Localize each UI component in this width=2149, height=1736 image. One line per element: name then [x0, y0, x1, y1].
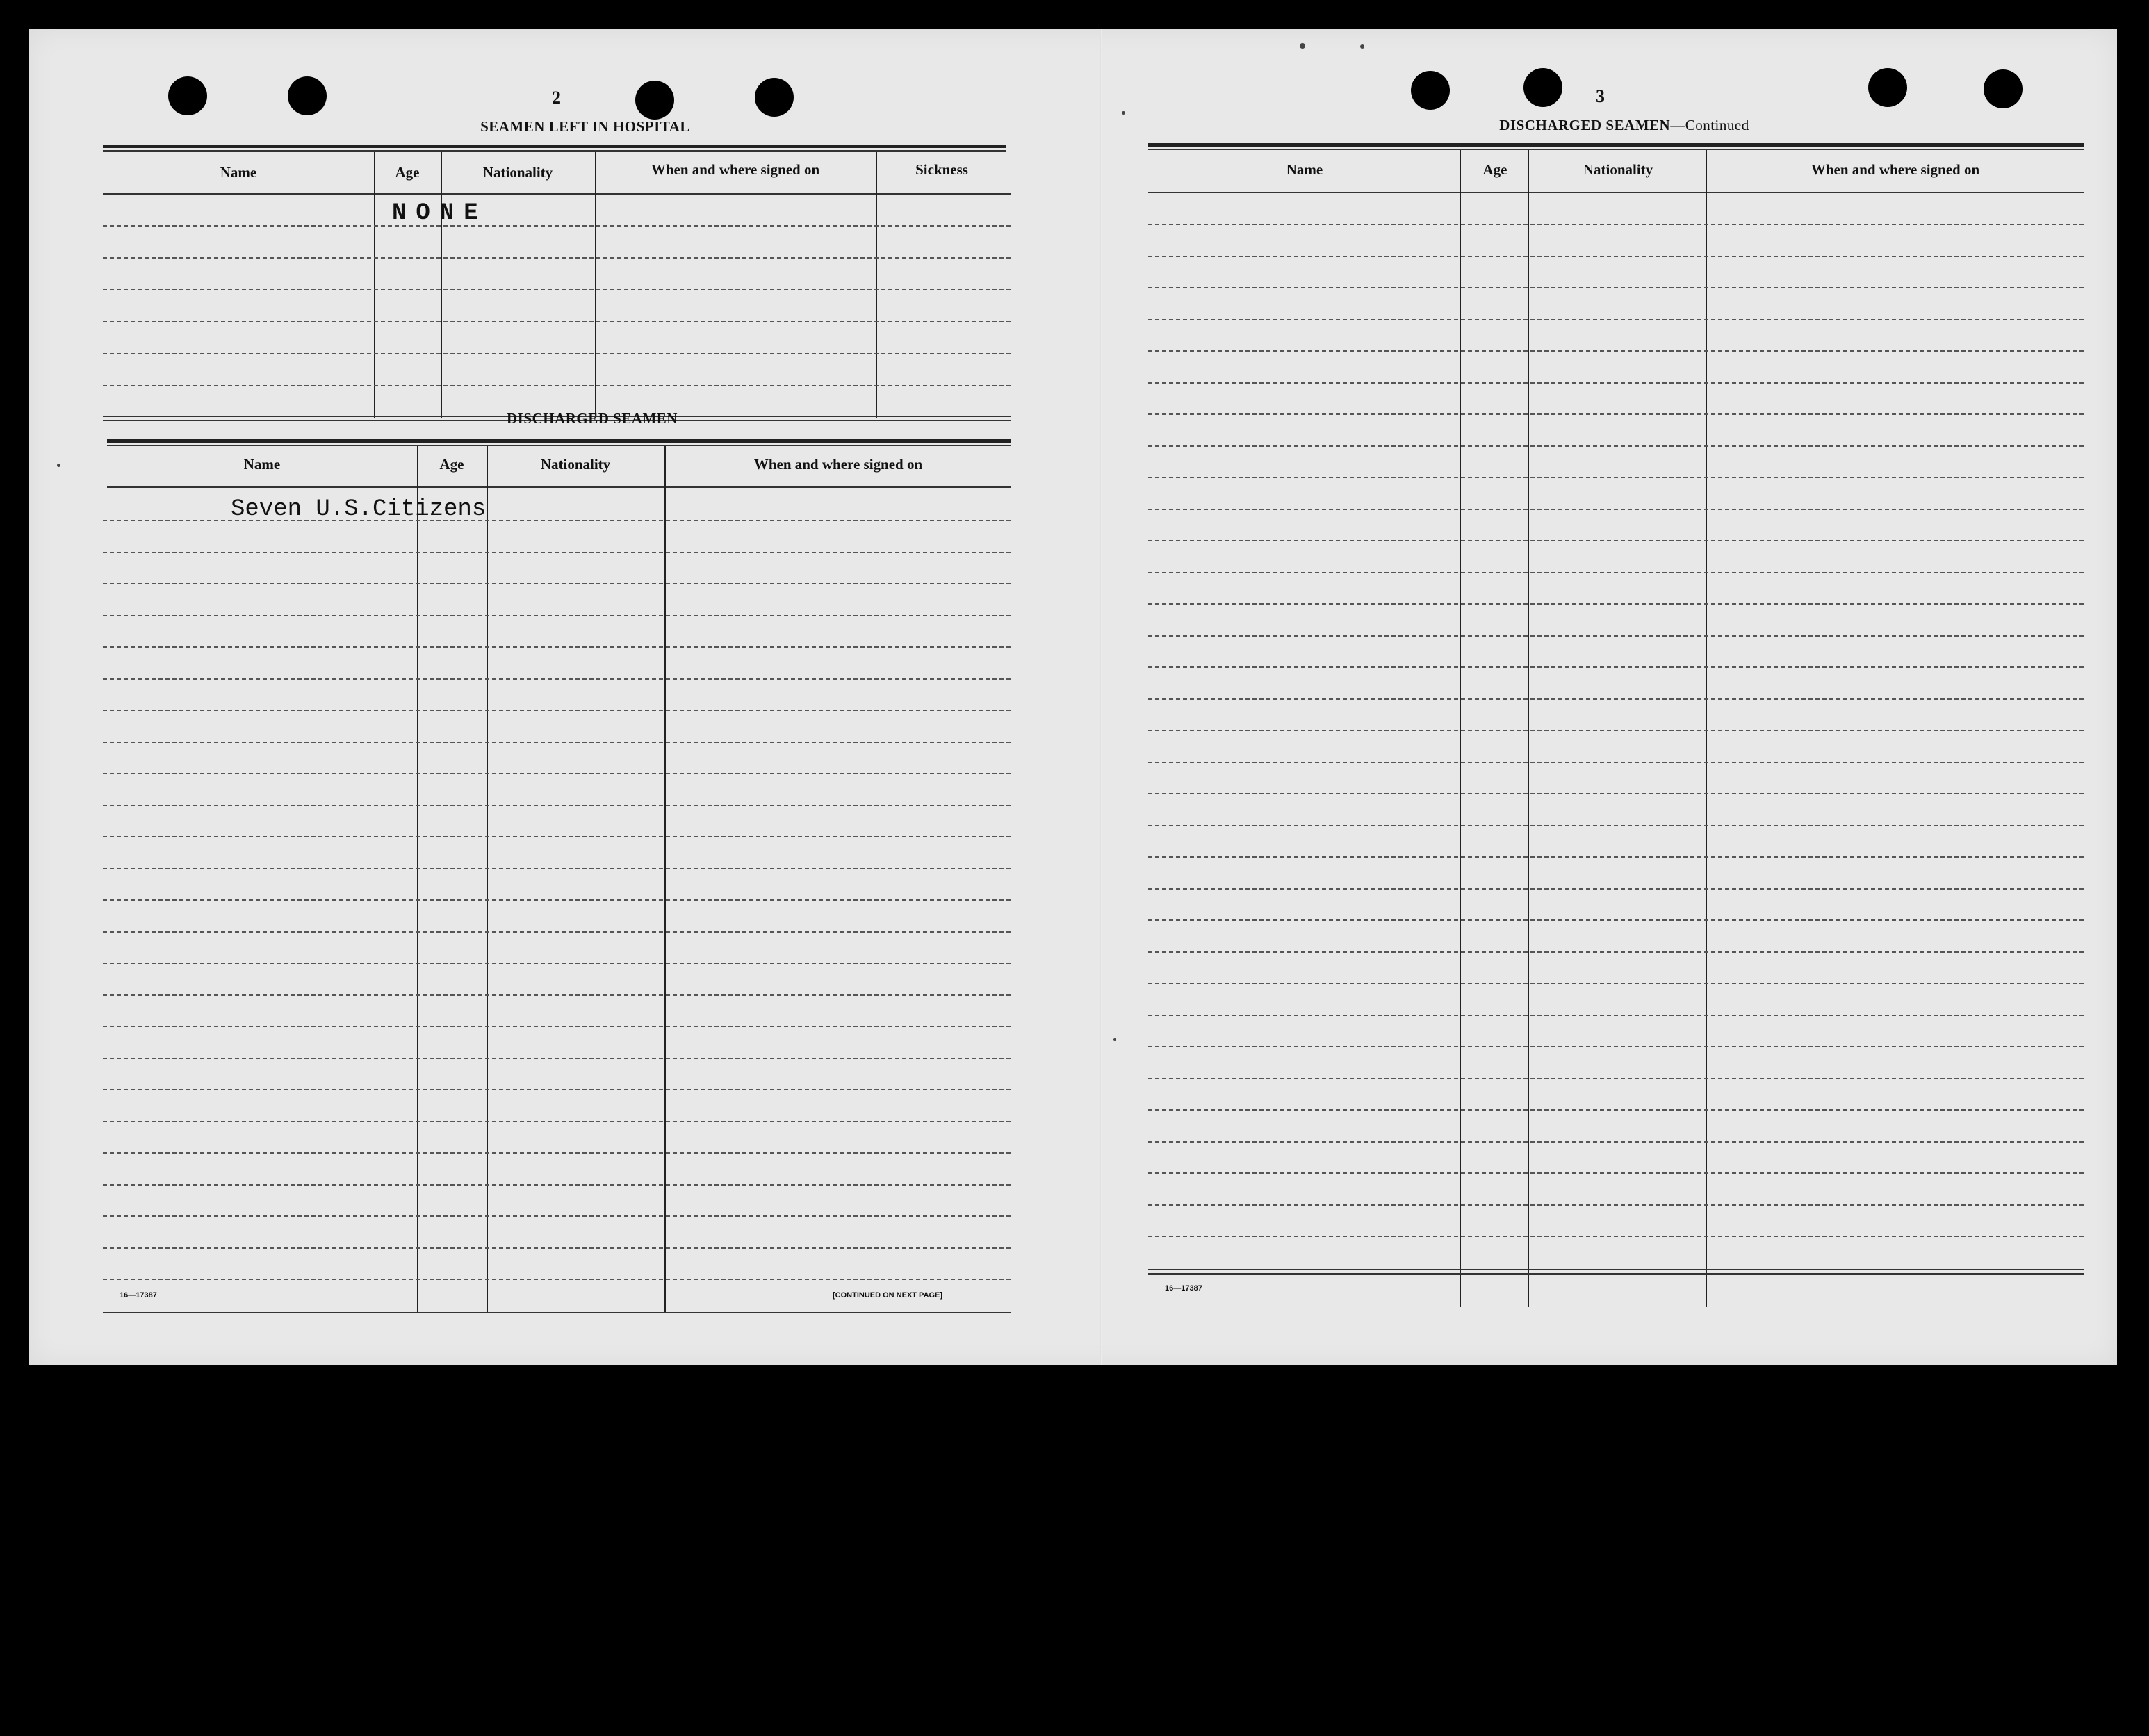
discharged-row-line — [103, 1279, 1011, 1280]
right-col-signed-on: When and where signed on — [1811, 161, 1980, 178]
right-section-title-main: DISCHARGED SEAMEN — [1499, 117, 1671, 133]
discharged-row-line — [103, 552, 1011, 553]
discharged-row-line — [103, 1152, 1011, 1154]
right-discharged-row-line — [1148, 1204, 2084, 1206]
discharged-row-line — [103, 773, 1011, 774]
right-col-divider — [1706, 150, 1707, 1307]
right-discharged-row-line — [1148, 762, 2084, 763]
right-header-rule — [1148, 192, 2084, 193]
discharged-entry: Seven U.S.Citizens — [231, 496, 487, 523]
hospital-col-nationality: Nationality — [482, 164, 553, 181]
discharged-row-line — [103, 805, 1011, 806]
punch-hole — [1523, 68, 1562, 107]
hospital-col-divider — [441, 152, 442, 418]
discharged-row-line — [103, 868, 1011, 869]
discharged-col-signed-on: When and where signed on — [753, 456, 923, 473]
scan-speck — [1300, 43, 1305, 49]
discharged-row-line — [103, 583, 1011, 584]
right-table-bottom-rule-2 — [1148, 1273, 2084, 1275]
discharged-row-line — [103, 1215, 1011, 1217]
discharged-row-line — [103, 742, 1011, 743]
scan-speck — [57, 464, 60, 467]
right-discharged-row-line — [1148, 730, 2084, 731]
discharged-section-title: DISCHARGED SEAMEN — [507, 410, 678, 427]
punch-hole — [1984, 69, 2023, 108]
hospital-col-signed-on: When and where signed on — [651, 161, 820, 178]
right-form-number: 16—17387 — [1165, 1284, 1202, 1293]
discharged-row-line — [103, 963, 1011, 964]
hospital-row-line — [103, 353, 1011, 354]
right-table-top-rule-2 — [1148, 149, 2084, 150]
discharged-row-line — [103, 1184, 1011, 1186]
right-discharged-row-line — [1148, 256, 2084, 257]
right-discharged-row-line — [1148, 1078, 2084, 1079]
right-discharged-row-line — [1148, 825, 2084, 826]
discharged-col-age: Age — [439, 456, 464, 473]
right-discharged-row-line — [1148, 319, 2084, 320]
hospital-col-name: Name — [220, 164, 257, 181]
hospital-header-rule — [103, 193, 1011, 195]
right-col-divider — [1528, 150, 1529, 1307]
discharged-row-line — [103, 836, 1011, 837]
right-discharged-row-line — [1148, 1172, 2084, 1174]
left-page-number: 2 — [552, 88, 561, 108]
discharged-row-line — [103, 678, 1011, 680]
right-discharged-row-line — [1148, 540, 2084, 541]
right-discharged-row-line — [1148, 1015, 2084, 1016]
right-discharged-row-line — [1148, 382, 2084, 384]
punch-hole — [1868, 68, 1907, 107]
punch-hole — [755, 78, 794, 117]
right-col-divider — [1460, 150, 1461, 1307]
discharged-row-line — [103, 899, 1011, 901]
right-discharged-row-line — [1148, 983, 2084, 984]
right-discharged-row-line — [1148, 951, 2084, 953]
right-discharged-row-line — [1148, 445, 2084, 447]
right-discharged-row-line — [1148, 572, 2084, 573]
discharged-col-nationality: Nationality — [540, 456, 611, 473]
hospital-table-top-rule — [103, 145, 1006, 148]
hospital-row-line — [103, 385, 1011, 386]
scanned-form-sheet — [29, 29, 2117, 1365]
right-discharged-row-line — [1148, 509, 2084, 510]
hospital-col-divider — [876, 152, 877, 418]
discharged-row-line — [103, 615, 1011, 616]
discharged-col-divider — [487, 446, 488, 1312]
punch-hole — [168, 76, 207, 115]
hospital-row-line — [103, 289, 1011, 290]
hospital-table-top-rule-2 — [103, 150, 1006, 152]
hospital-row-line — [103, 321, 1011, 322]
right-discharged-row-line — [1148, 224, 2084, 225]
right-section-title-suffix: —Continued — [1670, 117, 1749, 133]
punch-hole — [635, 81, 674, 120]
discharged-row-line — [103, 1058, 1011, 1059]
right-table-top-rule — [1148, 143, 2084, 147]
page-fold — [1100, 29, 1102, 1365]
punch-hole — [1411, 71, 1450, 110]
discharged-table-bottom-rule — [103, 1312, 1011, 1313]
punch-hole — [288, 76, 327, 115]
hospital-col-divider — [595, 152, 596, 418]
discharged-row-line — [103, 710, 1011, 711]
continued-note: [CONTINUED ON NEXT PAGE] — [833, 1291, 943, 1300]
right-table-bottom-rule — [1148, 1269, 2084, 1270]
right-section-title — [1155, 117, 2093, 134]
right-discharged-row-line — [1148, 1046, 2084, 1047]
scan-speck — [1113, 1038, 1116, 1041]
discharged-row-line — [103, 931, 1011, 933]
right-discharged-row-line — [1148, 350, 2084, 352]
right-discharged-row-line — [1148, 888, 2084, 890]
scan-speck — [1360, 44, 1364, 49]
right-discharged-row-line — [1148, 698, 2084, 700]
hospital-section-title: SEAMEN LEFT IN HOSPITAL — [480, 118, 690, 135]
scan-speck — [1122, 111, 1125, 115]
right-col-name: Name — [1286, 161, 1323, 178]
discharged-header-rule — [107, 486, 1011, 488]
right-col-age: Age — [1482, 161, 1507, 178]
right-discharged-row-line — [1148, 413, 2084, 415]
discharged-row-line — [103, 1247, 1011, 1249]
right-discharged-row-line — [1148, 666, 2084, 668]
right-discharged-row-line — [1148, 856, 2084, 858]
hospital-col-sickness: Sickness — [915, 161, 968, 178]
right-discharged-row-line — [1148, 1109, 2084, 1111]
right-discharged-row-line — [1148, 1141, 2084, 1143]
discharged-row-line — [103, 1121, 1011, 1122]
discharged-row-line — [103, 994, 1011, 996]
right-discharged-row-line — [1148, 919, 2084, 921]
discharged-table-top-rule-2 — [107, 445, 1011, 446]
right-discharged-row-line — [1148, 477, 2084, 478]
left-form-number: 16—17387 — [120, 1291, 157, 1300]
hospital-row-line — [103, 257, 1011, 259]
hospital-row-line — [103, 225, 1011, 227]
hospital-entry-none: NONE — [392, 200, 488, 227]
discharged-table-top-rule — [107, 439, 1011, 443]
hospital-col-divider — [374, 152, 375, 418]
discharged-col-name: Name — [243, 456, 281, 473]
discharged-col-divider — [417, 446, 418, 1312]
right-page-number: 3 — [1596, 86, 1605, 106]
right-discharged-row-line — [1148, 1236, 2084, 1237]
right-discharged-row-line — [1148, 793, 2084, 794]
right-discharged-row-line — [1148, 287, 2084, 288]
right-discharged-row-line — [1148, 635, 2084, 637]
right-discharged-row-line — [1148, 603, 2084, 605]
discharged-row-line — [103, 1089, 1011, 1090]
discharged-col-divider — [664, 446, 666, 1312]
hospital-col-age: Age — [395, 164, 420, 181]
discharged-row-line — [103, 646, 1011, 648]
discharged-row-line — [103, 1026, 1011, 1027]
right-col-nationality: Nationality — [1583, 161, 1653, 178]
